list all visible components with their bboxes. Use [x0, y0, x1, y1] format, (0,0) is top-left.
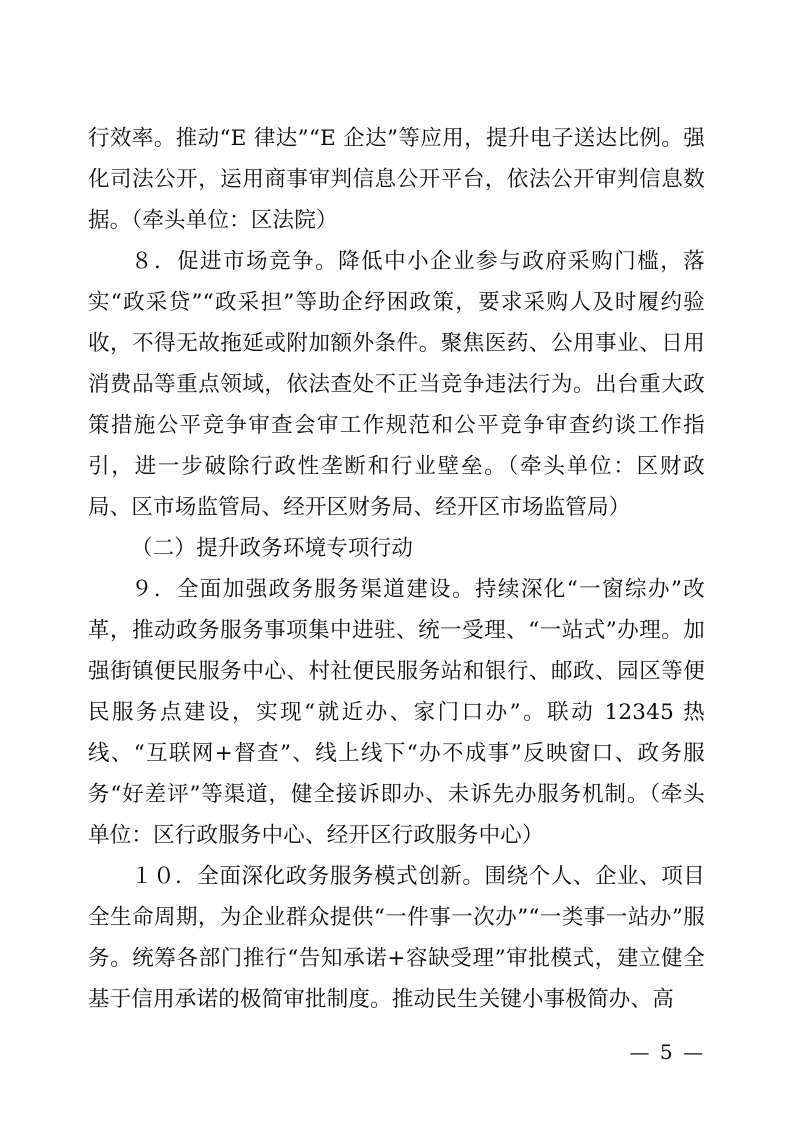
paragraph-section-heading: （二）提升政务环境专项行动 — [131, 536, 414, 561]
paragraph-item-8: ８．促进市场竞争。降低中小企业参与政府采购门槛，落实“政采贷”“政采担”等助企纾困政策，要求采购人及时履约验收，不得无故拖延或附加额外条件。聚焦医药、公用事业、日用消费品等重点领域，依法查处不正当竞争违法行为。出台重大政策措施公平竞争审查会审工作规范和公平竞争审查约谈工作指引，进一步破除行政性垄断和行业壁垒。（牵头单位：区财政局、区市场监管局、经开区财务局、经开区市场监管局） — [88, 249, 705, 520]
paragraph-continuation: 行效率。推动“E 律达”“E 企达”等应用，提升电子送达比例。强化司法公开，运用商事审判信息公开平台，依法公开审判信息数据。（牵头单位：区法院） — [88, 126, 705, 233]
page-number: — 5 — — [629, 1040, 705, 1064]
document-body — [88, 118, 705, 1020]
paragraph-item-9: ９．全面加强政务服务渠道建设。持续深化“一窗综办”改革，推动政务服务事项集中进驻、统一受理、“一站式”办理。加强街镇便民服务中心、村社便民服务站和银行、邮政、园区等便民服务点建设，实现“就近办、家门口办”。联动 12345 热线、“互联网+督查”、线上线下“办不成事”反映窗口、政务服务“好差评”等渠道，健全接诉即办、未诉先办服务机制。（牵头单位：区行政服务中心、经开区行政服务中心） — [88, 577, 705, 848]
paragraph-item-10: １０．全面深化政务服务模式创新。围绕个人、企业、项目全生命周期，为企业群众提供“一件事一次办”“一类事一站办”服务。统筹各部门推行“告知承诺+容缺受理”审批模式，建立健全基于信用承诺的极简审批制度。推动民生关键小事极简办、高 — [88, 864, 705, 1012]
